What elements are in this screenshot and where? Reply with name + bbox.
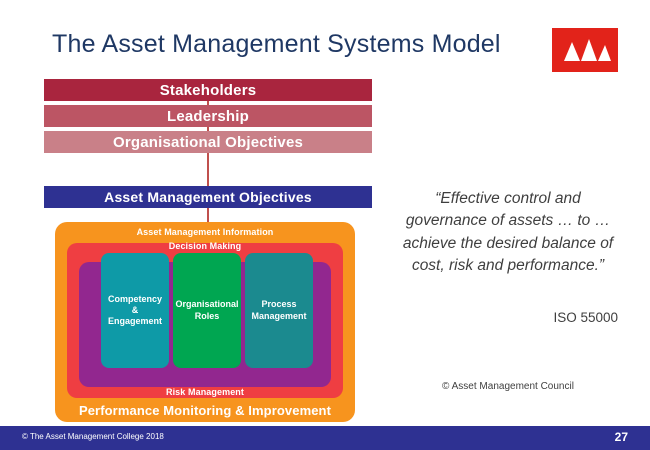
pillar-organisational-roles: Organisational Roles <box>173 253 241 368</box>
footer-page-number: 27 <box>614 430 628 444</box>
pillar-process-management: Process Management <box>245 253 313 368</box>
asset-management-college-logo-icon <box>552 28 618 72</box>
page-title: The Asset Management Systems Model <box>52 30 501 58</box>
bar-leadership: Leadership <box>44 105 372 127</box>
label-risk-management: Risk Management <box>165 387 245 397</box>
label-performance-monitoring: Performance Monitoring & Improvement <box>78 403 332 418</box>
pillar-competency-engagement: Competency & Engagement <box>101 253 169 368</box>
bar-organisational-objectives: Organisational Objectives <box>44 131 372 153</box>
bar-stakeholders: Stakeholders <box>44 79 372 101</box>
bar-asset-management-objectives: Asset Management Objectives <box>44 186 372 208</box>
credit-line: © Asset Management Council <box>442 381 574 392</box>
footer-bar <box>0 426 650 450</box>
quote-text: “Effective control and governance of assets … to …achieve the desired balance of cost, risk and performance.” <box>402 190 614 275</box>
footer-copyright: © The Asset Management College 2018 <box>22 432 164 441</box>
label-decision-making: Decision Making <box>168 241 242 251</box>
quote-source: ISO 55000 <box>553 310 618 325</box>
label-asset-management-information: Asset Management Information <box>136 227 274 237</box>
